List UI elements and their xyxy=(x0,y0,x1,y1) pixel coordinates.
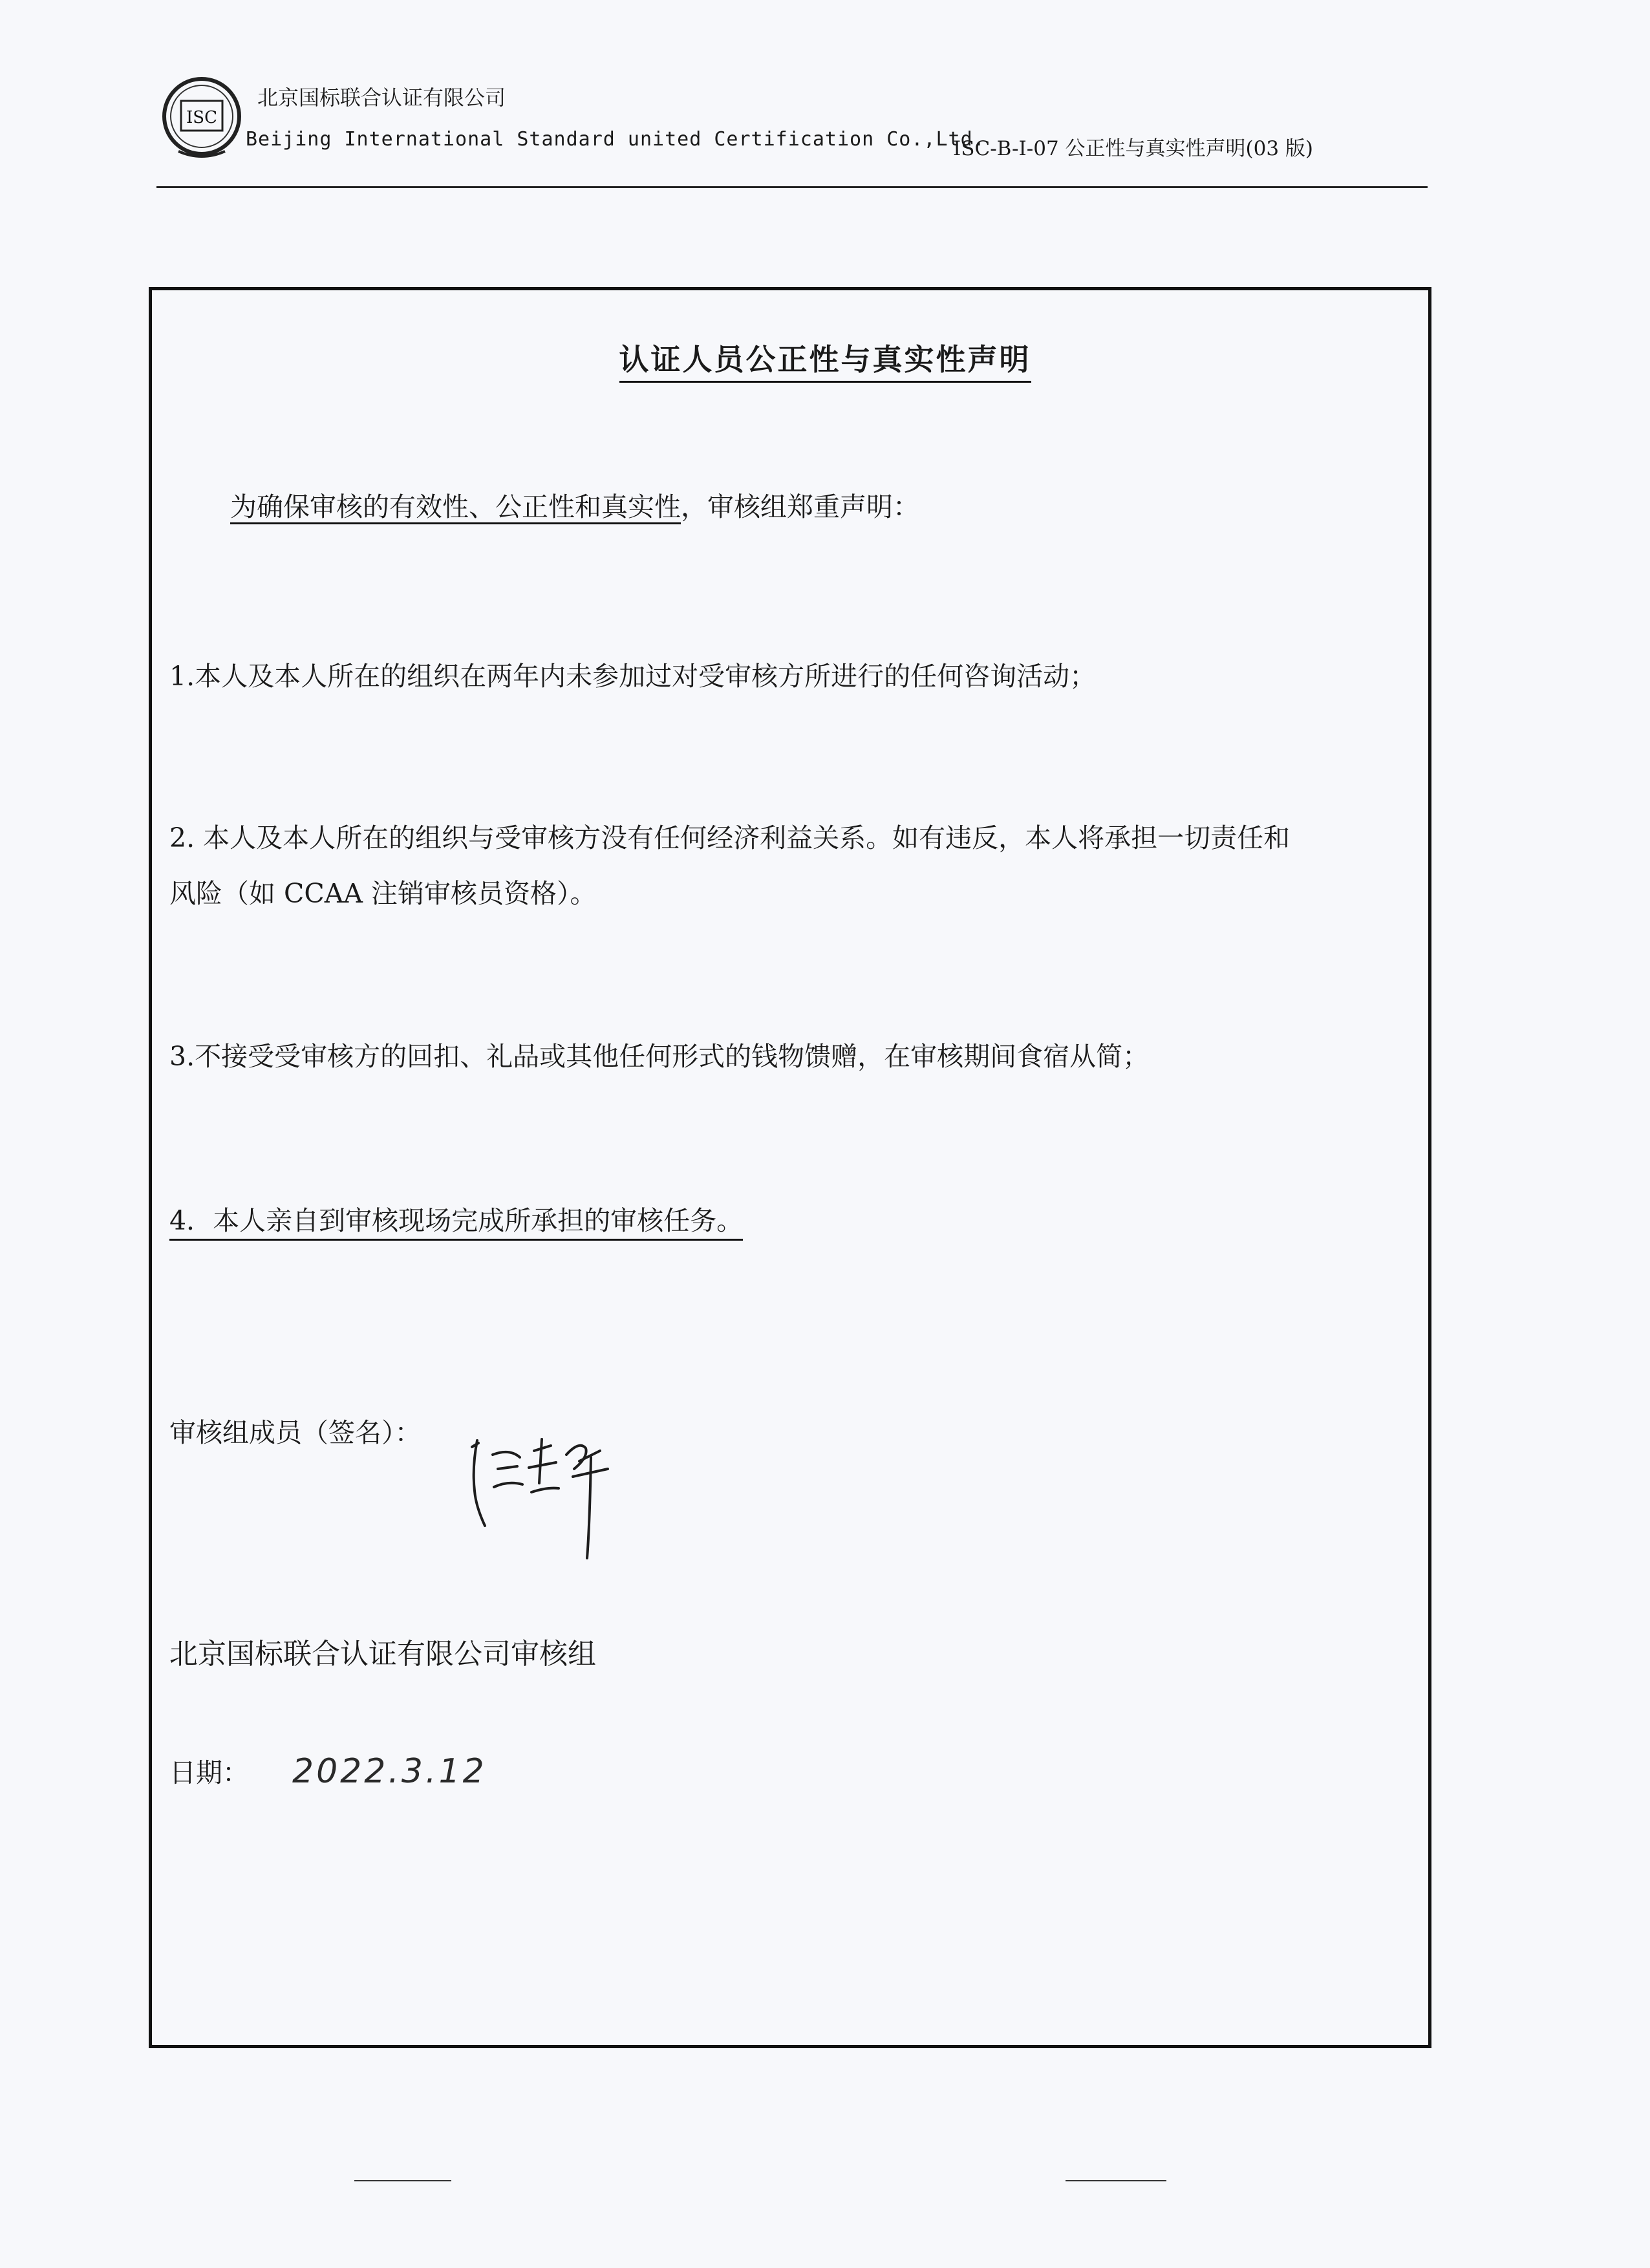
declaration-item-4 xyxy=(169,1203,743,1239)
isc-logo xyxy=(159,70,247,167)
declaration-item-4-text: 4．本人亲自到审核现场完成所承担的审核任务。 xyxy=(169,1205,743,1241)
declaration-item-3: 3.不接受受审核方的回扣、礼品或其他任何形式的钱物馈赠，在审核期间食宿从简； xyxy=(169,1041,1150,1072)
intro-rest: ，审核组郑重声明： xyxy=(681,491,919,522)
audit-team-name: 北京国标联合认证有限公司审核组 xyxy=(169,1638,596,1671)
document-title-wrap xyxy=(0,336,1650,379)
handwritten-signature xyxy=(453,1429,672,1597)
declaration-item-2-line-2: 风险（如 CCAA 注销审核员资格）。 xyxy=(169,878,597,909)
signer-label: 审核组成员（签名）： xyxy=(169,1417,422,1448)
declaration-item-1: 1.本人及本人所在的组织在两年内未参加过对受审核方所进行的任何咨询活动； xyxy=(169,661,1097,692)
intro-underlined: 为确保审核的有效性、公正性和真实性 xyxy=(230,491,681,524)
document-code: ISC-B-I-07 公正性与真实性声明(03 版) xyxy=(953,137,1314,160)
document-title: 认证人员公正性与真实性声明 xyxy=(619,342,1031,383)
company-name-cn: 北京国标联合认证有限公司 xyxy=(257,85,506,110)
date-label: 日期： xyxy=(169,1757,249,1788)
declaration-item-2-line-1: 2. 本人及本人所在的组织与受审核方没有任何经济利益关系。如有违反，本人将承担一切责任和 xyxy=(169,822,1291,853)
company-name-en: Beijing International Standard united Certification Co.,Ltd. xyxy=(246,128,985,151)
intro-statement xyxy=(230,489,919,526)
header-divider xyxy=(156,186,1428,188)
logo-text: ISC xyxy=(186,108,217,127)
handwritten-date: 2022.3.12 xyxy=(292,1752,487,1791)
scan-mark-right xyxy=(1066,2180,1166,2181)
scan-mark-left xyxy=(354,2180,451,2181)
